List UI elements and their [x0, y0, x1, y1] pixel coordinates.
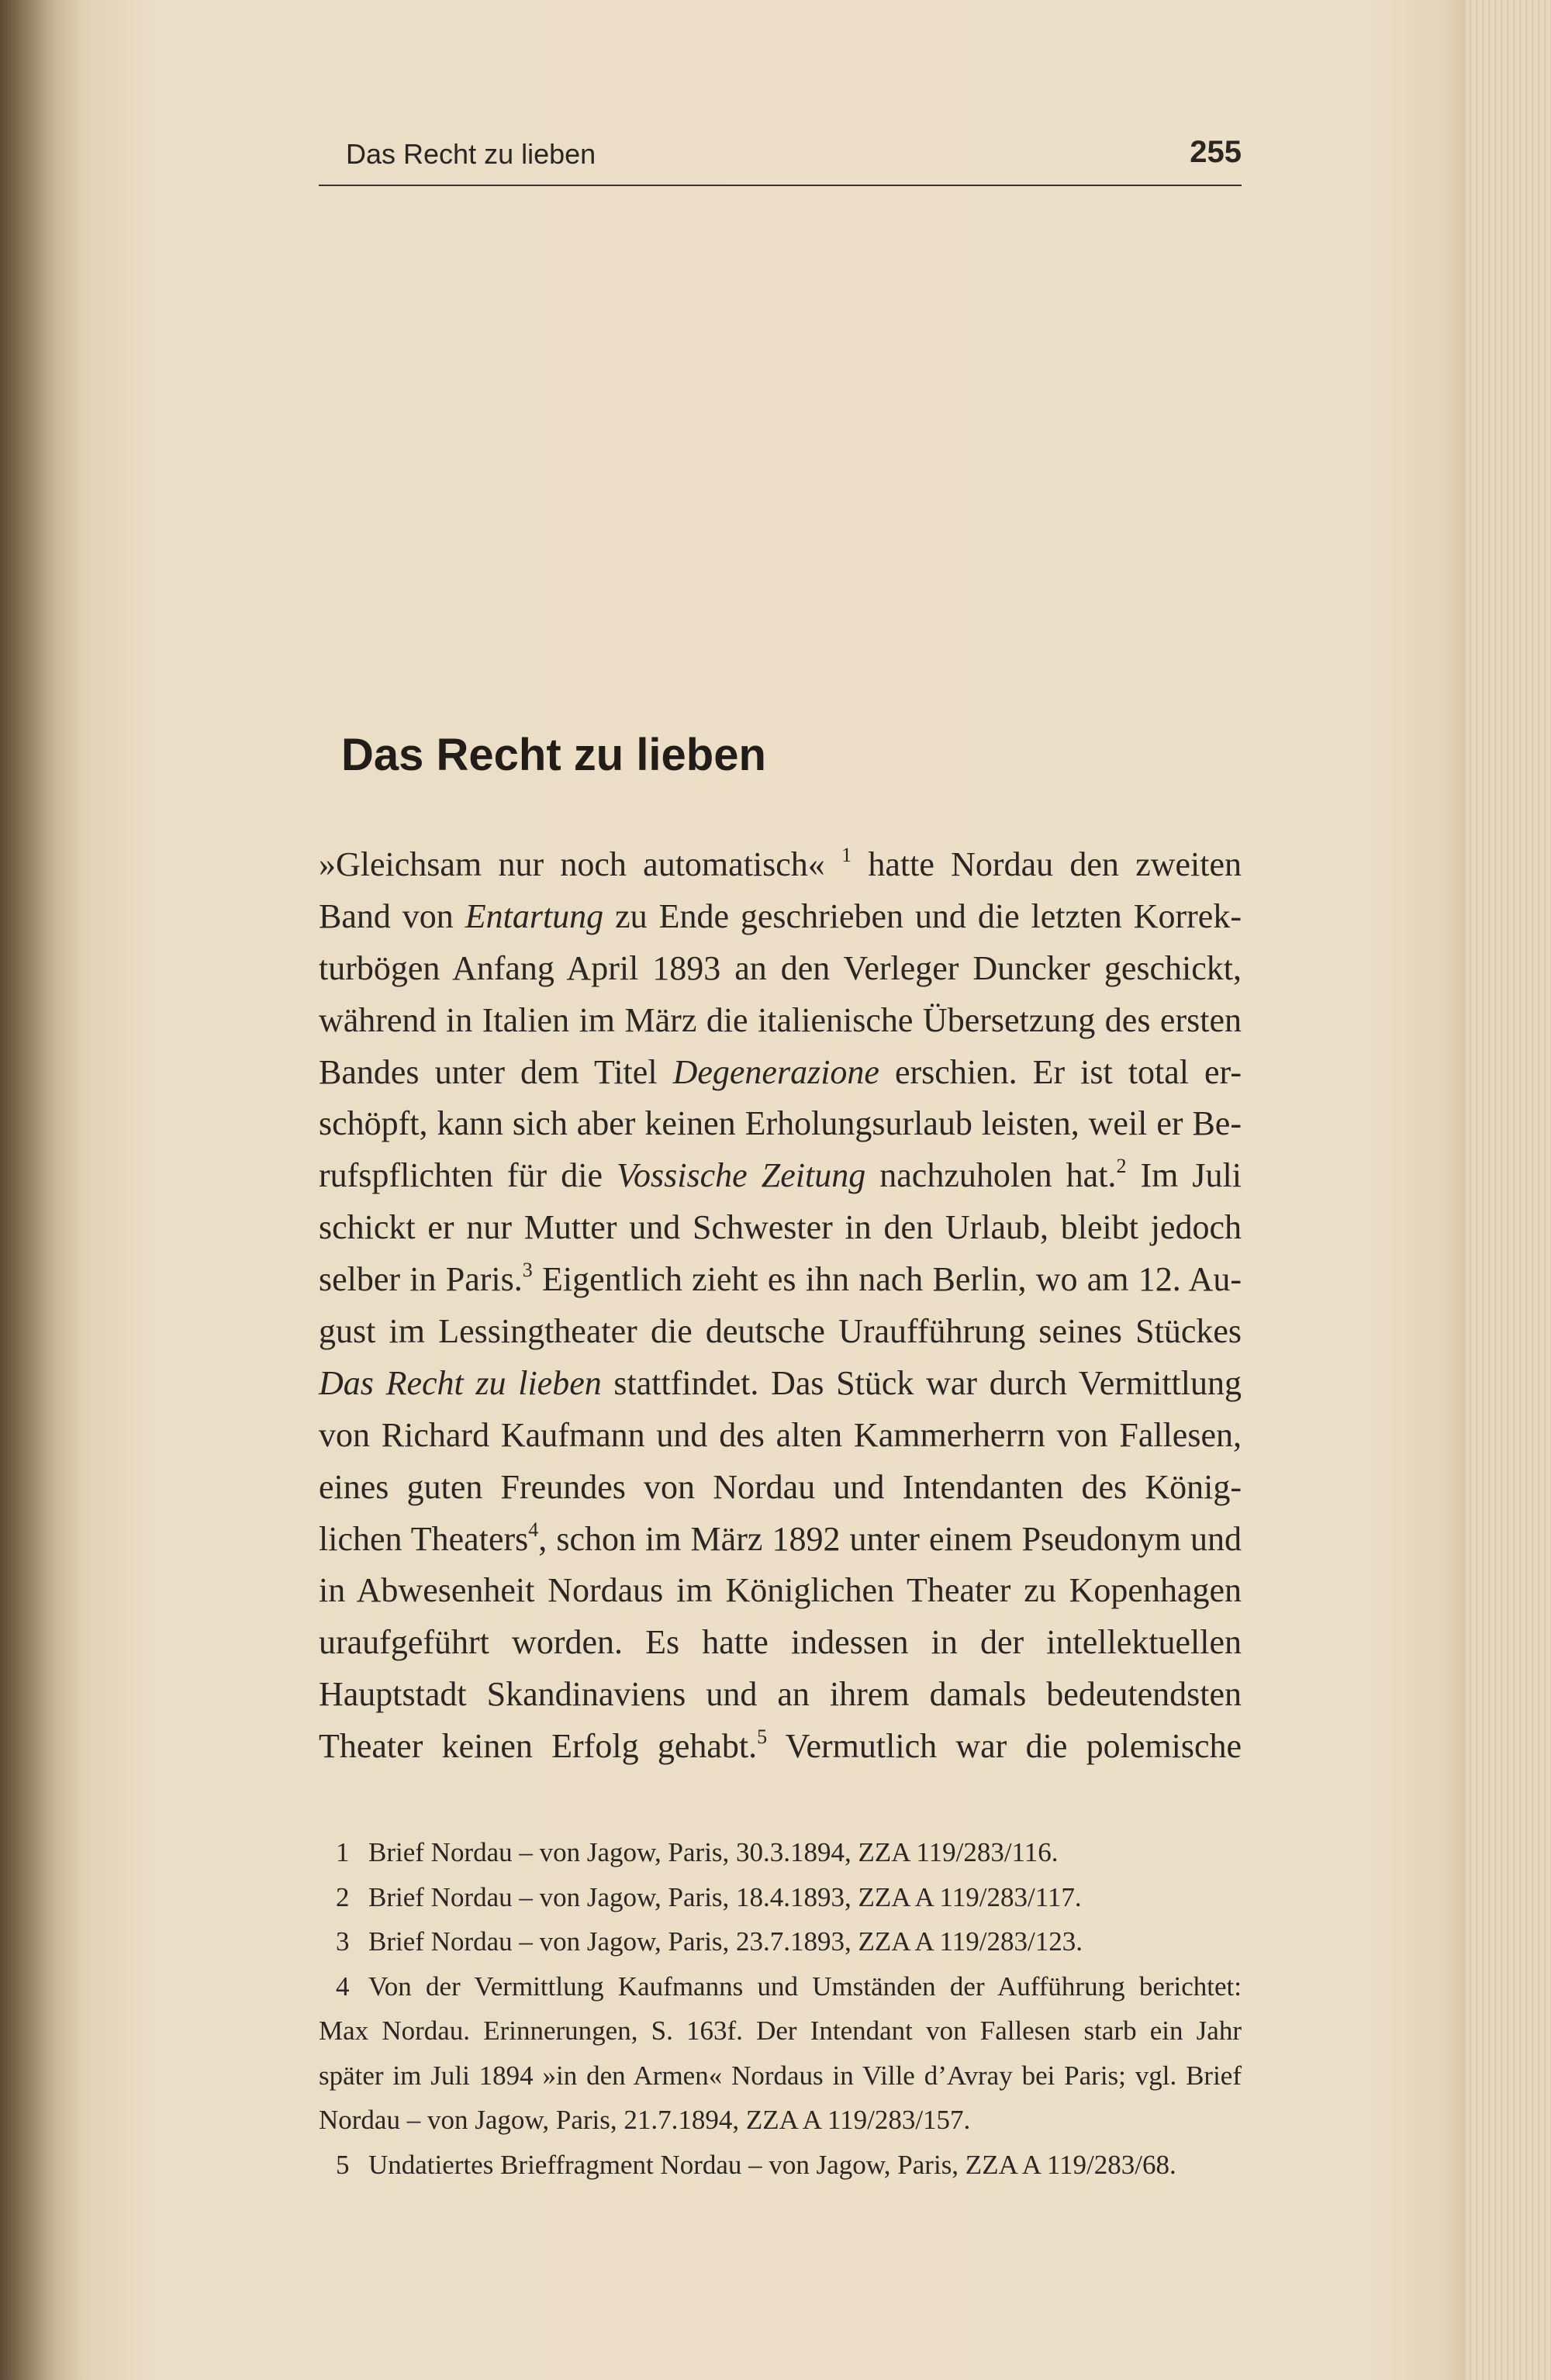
- italic-title: Das Recht zu lieben: [319, 1363, 602, 1402]
- footnote-number: 5: [336, 2149, 350, 2180]
- body-line: [319, 1202, 1242, 1254]
- text-run: von Richard Kaufmann und des alten Kammerherrn von Fallesen,: [319, 1415, 1242, 1454]
- body-line: [319, 1410, 1242, 1462]
- footnote-line: [319, 1964, 1242, 2009]
- footnote-ref: 3: [522, 1259, 533, 1282]
- footnote-text: Max Nordau. Erinnerungen, S. 163f. Der Intendant von Fallesen starb ein Jahr: [319, 2016, 1242, 2046]
- text-run: selber in Paris.: [319, 1260, 523, 1299]
- text-run: Bandes unter dem Titel: [319, 1052, 673, 1091]
- footnote-number: 1: [336, 1837, 350, 1867]
- text-run: uraufgeführt worden. Es hatte indessen in der intellektuellen: [319, 1623, 1242, 1662]
- body-text: [319, 839, 1242, 1773]
- footnote-ref: 2: [1116, 1155, 1127, 1178]
- italic-title: Vossische Zeitung: [617, 1156, 866, 1195]
- footnote-text: Brief Nordau – von Jagow, Paris, 23.7.1893, ZZA A 119/283/123.: [368, 1926, 1083, 1957]
- body-line: [319, 1254, 1242, 1306]
- body-line: [319, 1669, 1242, 1721]
- footnote-ref: 4: [528, 1518, 539, 1541]
- footnote-ref: 1: [841, 844, 852, 866]
- text-run: rufspflichten für die: [319, 1156, 617, 1195]
- body-line: [319, 943, 1242, 995]
- footnote-line: [319, 2098, 1242, 2143]
- running-title: Das Recht zu lieben: [346, 138, 596, 170]
- body-line: [319, 1098, 1242, 1150]
- footnote-number: 3: [336, 1926, 350, 1957]
- text-run: schickt er nur Mutter und Schwester in den Urlaub, bleibt jedoch: [319, 1208, 1242, 1247]
- chapter-title: Das Recht zu lieben: [341, 730, 766, 780]
- footnote-line: [319, 1875, 1242, 1920]
- footnote-line: [319, 2054, 1242, 2098]
- footnotes: [319, 1830, 1242, 2187]
- footnote-number: 2: [336, 1881, 350, 1912]
- text-run: während in Italien im März die italienische Übersetzung des ersten: [319, 1000, 1242, 1039]
- text-run: erschien. Er ist total er-: [879, 1052, 1242, 1091]
- text-run: hatte Nordau den zweiten: [851, 845, 1242, 883]
- footnote-text: Nordau – von Jagow, Paris, 21.7.1894, ZZA A 119/283/157.: [319, 2105, 971, 2135]
- text-run: lichen Theaters: [319, 1519, 529, 1558]
- text-run: Band von: [319, 896, 465, 935]
- text-run: schöpft, kann sich aber keinen Erholungsurlaub leisten, weil er Be-: [319, 1104, 1242, 1143]
- body-line: [319, 995, 1242, 1047]
- text-run: Im Juli: [1126, 1156, 1242, 1195]
- body-line: [319, 1514, 1242, 1566]
- text-run: , schon im März 1892 unter einem Pseudonym und: [538, 1519, 1242, 1558]
- body-line: [319, 1306, 1242, 1358]
- footnote-text: Brief Nordau – von Jagow, Paris, 18.4.1893, ZZA A 119/283/117.: [368, 1881, 1082, 1912]
- text-run: in Abwesenheit Nordaus im Königlichen Theater zu Kopenhagen: [319, 1571, 1242, 1610]
- body-line: [319, 1047, 1242, 1099]
- text-run: Eigentlich zieht es ihn nach Berlin, wo am 12. Au-: [532, 1260, 1242, 1299]
- text-run: stattfindet. Das Stück war durch Vermittlung: [601, 1363, 1242, 1402]
- footnote-line: [319, 2143, 1242, 2188]
- body-line: [319, 1150, 1242, 1202]
- text-run: Hauptstadt Skandinaviens und an ihrem damals bedeutendsten: [319, 1675, 1242, 1714]
- page-edges: [1466, 0, 1551, 2380]
- text-run: eines guten Freundes von Nordau und Intendanten des König-: [319, 1467, 1242, 1506]
- body-line: [319, 1721, 1242, 1773]
- footnote-number: 4: [336, 1971, 350, 2002]
- body-line: [319, 1565, 1242, 1617]
- footnote-text: Von der Vermittlung Kaufmanns und Umständen der Aufführung berichtet:: [368, 1971, 1242, 2002]
- running-header: [319, 130, 1242, 186]
- footnote-text: Brief Nordau – von Jagow, Paris, 30.3.1894, ZZA 119/283/116.: [368, 1837, 1059, 1867]
- footnote-line: [319, 1919, 1242, 1964]
- footnote-line: [319, 2009, 1242, 2054]
- page-number: 255: [1190, 135, 1242, 169]
- text-run: Theater keinen Erfolg gehabt.: [319, 1727, 758, 1766]
- body-line: [319, 1617, 1242, 1669]
- body-line: [319, 891, 1242, 943]
- text-run: nachzuholen hat.: [865, 1156, 1117, 1195]
- footnote-line: [319, 1830, 1242, 1875]
- text-run: »Gleichsam nur noch automatisch«: [319, 845, 842, 883]
- footnote-text: Undatiertes Brieffragment Nordau – von Jagow, Paris, ZZA A 119/283/68.: [368, 2149, 1176, 2180]
- text-run: zu Ende geschrieben und die letzten Korrek-: [603, 896, 1242, 935]
- italic-title: Degenerazione: [672, 1052, 879, 1091]
- body-line: [319, 1462, 1242, 1514]
- body-line: [319, 1358, 1242, 1410]
- footnote-text: später im Juli 1894 »in den Armen« Nordaus in Ville d’Avray bei Paris; vgl. Brief: [319, 2060, 1242, 2091]
- text-run: turbögen Anfang April 1893 an den Verleger Duncker geschickt,: [319, 948, 1242, 987]
- text-run: gust im Lessingtheater die deutsche Uraufführung seines Stückes: [319, 1312, 1242, 1351]
- body-line: [319, 839, 1242, 891]
- text-run: Vermutlich war die polemische: [767, 1727, 1242, 1766]
- footnote-ref: 5: [757, 1725, 768, 1749]
- italic-title: Entartung: [465, 896, 604, 935]
